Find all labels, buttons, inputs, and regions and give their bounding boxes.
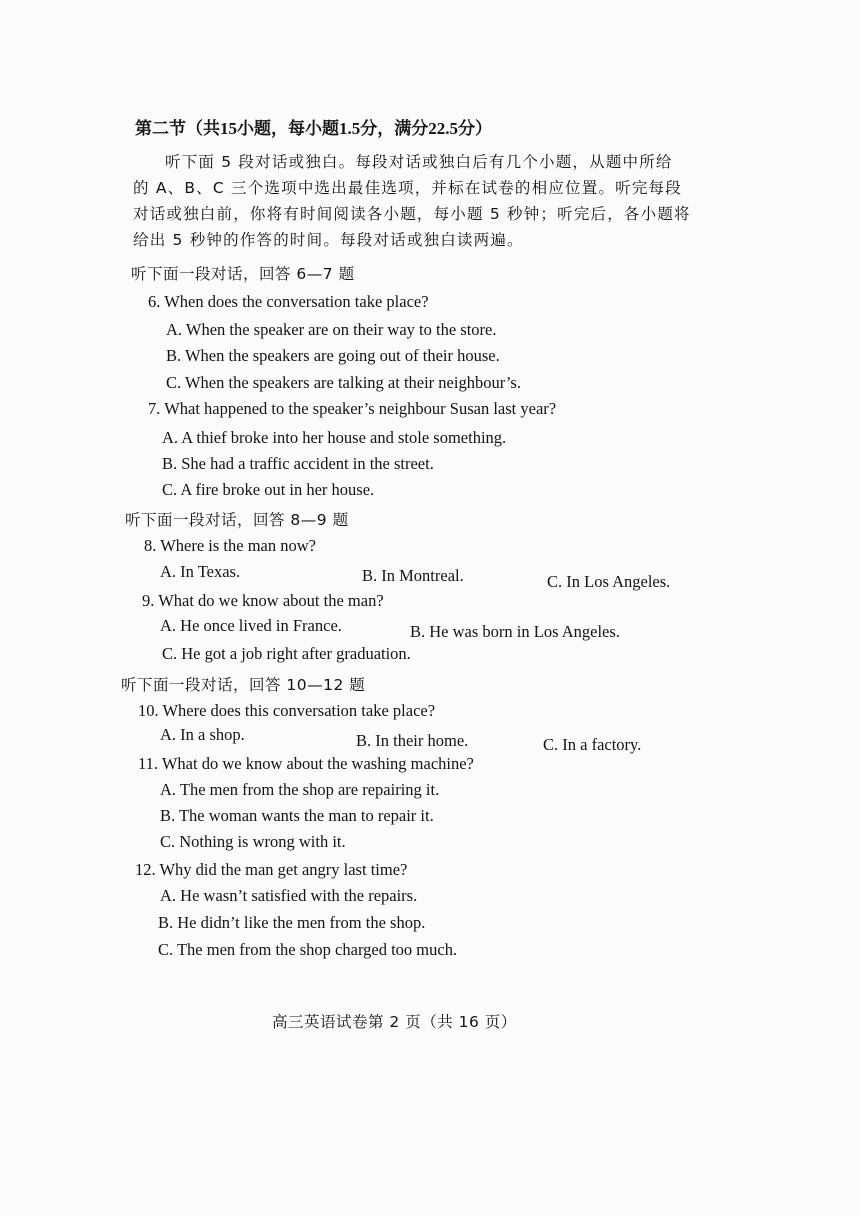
question-number: 6. xyxy=(148,292,161,311)
instruction-line: 的 A、B、C 三个选项中选出最佳选项，并标在试卷的相应位置。听完每段 xyxy=(133,179,682,197)
option-a: A. In a shop. xyxy=(160,725,245,744)
question-text: What happened to the speaker’s neighbour Susan last year? xyxy=(164,399,557,418)
option-b: B. When the speakers are going out of their house. xyxy=(166,346,500,365)
question-text: When does the conversation take place? xyxy=(164,292,429,311)
options-row xyxy=(0,725,860,753)
question-text: What do we know about the man? xyxy=(158,591,384,610)
instruction-line: 给出 5 秒钟的作答的时间。每段对话或独白读两遍。 xyxy=(133,231,524,249)
option-c: C. When the speakers are talking at their neighbour’s. xyxy=(166,373,521,392)
option-b: B. The woman wants the man to repair it. xyxy=(160,806,434,825)
option-a: A. When the speaker are on their way to the store. xyxy=(166,320,497,339)
option-b: B. He was born in Los Angeles. xyxy=(410,622,620,641)
question-number: 12. xyxy=(135,860,156,879)
question-9 xyxy=(142,591,384,611)
question-text: What do we know about the washing machine? xyxy=(161,754,474,773)
option-a: A. A thief broke into her house and stole something. xyxy=(162,428,507,447)
question-6 xyxy=(148,292,429,312)
question-number: 10. xyxy=(138,701,159,720)
question-number: 11. xyxy=(138,754,159,773)
option-c: C. In Los Angeles. xyxy=(547,572,671,591)
question-7 xyxy=(148,399,556,419)
option-c: C. A fire broke out in her house. xyxy=(162,480,375,499)
option-c: C. He got a job right after graduation. xyxy=(162,644,411,663)
instruction-line: 对话或独白前，你将有时间阅读各小题，每小题 5 秒钟；听完后，各小题将 xyxy=(133,205,691,223)
option-a: A. In Texas. xyxy=(160,562,241,581)
question-number: 9. xyxy=(142,591,155,610)
options-row xyxy=(0,562,860,591)
option-c: C. In a factory. xyxy=(543,735,642,754)
option-a: A. He once lived in France. xyxy=(160,616,342,635)
option-b: B. In their home. xyxy=(356,731,469,750)
page-footer: 高三英语试卷第 2 页（共 16 页） xyxy=(272,1013,517,1031)
question-number: 8. xyxy=(144,536,157,555)
question-number: 7. xyxy=(148,399,161,418)
question-text: Why did the man get angry last time? xyxy=(159,860,408,879)
question-text: Where does this conversation take place? xyxy=(162,701,436,720)
option-b: B. He didn’t like the men from the shop. xyxy=(158,913,426,932)
group-prompt: 听下面一段对话，回答 6—7 题 xyxy=(131,265,355,283)
question-12 xyxy=(135,860,407,880)
group-prompt: 听下面一段对话，回答 8—9 题 xyxy=(125,511,349,529)
question-8 xyxy=(144,536,316,556)
question-11 xyxy=(138,754,474,774)
option-a: A. The men from the shop are repairing it. xyxy=(160,780,440,799)
options-row xyxy=(0,616,860,642)
question-10 xyxy=(138,701,435,721)
question-text: Where is the man now? xyxy=(160,536,316,555)
option-c: C. The men from the shop charged too much. xyxy=(158,940,458,959)
instruction-line: 听下面 5 段对话或独白。每段对话或独白后有几个小题，从题中所给 xyxy=(165,153,673,171)
option-c: C. Nothing is wrong with it. xyxy=(160,832,346,851)
section-header: 第二节（共15小题，每小题1.5分，满分22.5分） xyxy=(135,119,492,138)
group-prompt: 听下面一段对话，回答 10—12 题 xyxy=(121,676,366,694)
option-b: B. In Montreal. xyxy=(362,566,464,585)
option-b: B. She had a traffic accident in the street. xyxy=(162,454,434,473)
option-a: A. He wasn’t satisfied with the repairs. xyxy=(160,886,418,905)
